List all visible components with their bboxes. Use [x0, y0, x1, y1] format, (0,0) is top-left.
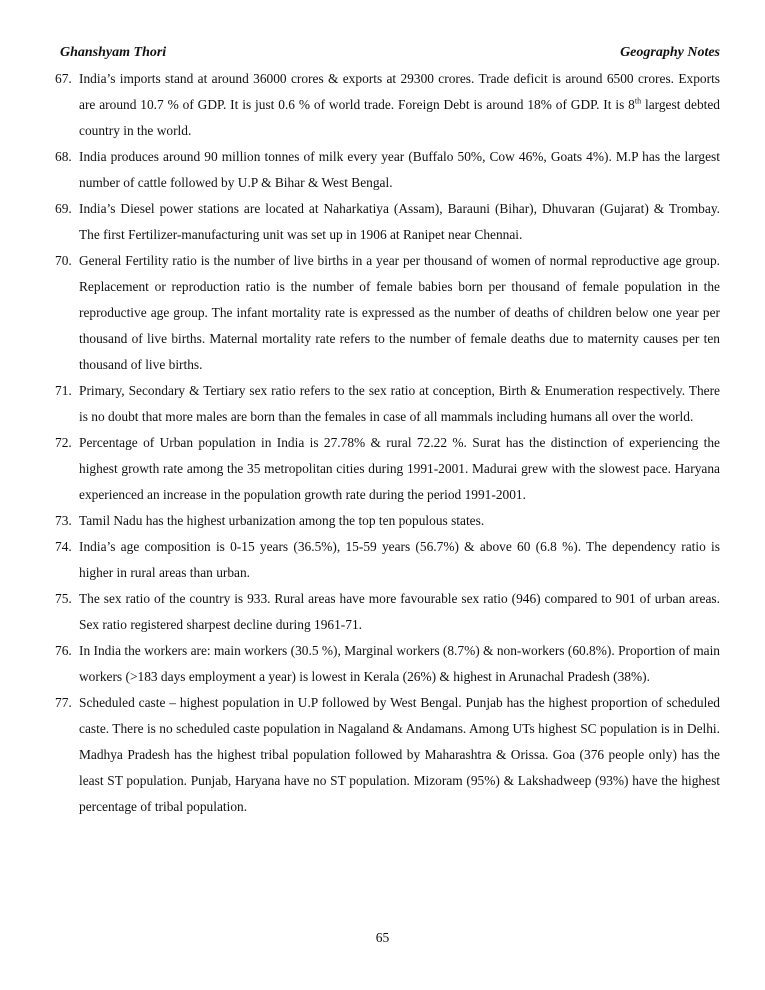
item-text: The sex ratio of the country is 933. Rural areas have more favourable sex ratio (946) compared to 901 of urban areas. Sex ratio registered sharpest decline during 1961-71. — [79, 591, 720, 632]
item-text: Tamil Nadu has the highest urbanization among the top ten populous states. — [79, 513, 485, 528]
header-subject: Geography Notes — [620, 45, 720, 60]
list-item — [55, 586, 720, 638]
item-number: 69. — [55, 201, 72, 216]
list-item — [55, 430, 720, 508]
item-number: 75. — [55, 591, 72, 606]
list-item — [55, 144, 720, 196]
item-number: 73. — [55, 513, 72, 528]
item-text: India produces around 90 million tonnes of milk every year (Buffalo 50%, Cow 46%, Goats 4%). M.P has the largest number of cattle followed by U.P & Bihar & West Bengal. — [79, 149, 720, 190]
item-text: Primary, Secondary & Tertiary sex ratio refers to the sex ratio at conception, Birth & Enumeration respectively. There is no doubt that more males are born than the females in case of all mammals including humans all over the world. — [79, 383, 720, 424]
item-text: General Fertility ratio is the number of live births in a year per thousand of women of normal reproductive age group. Replacement or reproduction ratio is the number of female babies born per thousand of female population in the reproductive age group. The infant mortality rate is expressed as the number of deaths of children below one year per thousand of live births. Maternal mortality rate refers to the number of female deaths due to maternity causes per ten thousand of live births. — [79, 253, 720, 372]
item-text: India’s Diesel power stations are located at Naharkatiya (Assam), Barauni (Bihar), Dhuvaran (Gujarat) & Trombay. The first Fertilizer-manufacturing unit was set up in 1906 at Ranipet near Chennai. — [79, 201, 720, 242]
list-item — [55, 690, 720, 820]
item-text: India’s age composition is 0-15 years (36.5%), 15-59 years (56.7%) & above 60 (6.8 %). The dependency ratio is higher in rural areas than urban. — [79, 539, 720, 580]
item-number: 76. — [55, 643, 72, 658]
item-number: 74. — [55, 539, 72, 554]
item-number: 68. — [55, 149, 72, 164]
notes-list — [55, 66, 720, 820]
list-item — [55, 508, 720, 534]
item-number: 71. — [55, 383, 72, 398]
item-text: In India the workers are: main workers (30.5 %), Marginal workers (8.7%) & non-workers (60.8%). Proportion of main workers (>183 days employment a year) is lowest in Kerala (26%) & highest in Arunachal Pradesh (38%). — [79, 643, 720, 684]
list-item — [55, 638, 720, 690]
list-item — [55, 196, 720, 248]
page-number: 65 — [375, 930, 390, 945]
item-text: Scheduled caste – highest population in U.P followed by West Bengal. Punjab has the highest proportion of scheduled caste. There is no scheduled caste population in Nagaland & Andamans. Among UTs highest SC population is in Delhi. Madhya Pradesh has the highest tribal population followed by Maharashtra & Orissa. Goa (376 people only) has the least ST population. Punjab, Haryana have no ST population. Mizoram (95%) & Lakshadweep (93%) have the highest percentage of tribal population. — [79, 695, 720, 814]
list-item — [55, 66, 720, 144]
item-number: 70. — [55, 253, 72, 268]
item-number: 72. — [55, 435, 72, 450]
list-item — [55, 534, 720, 586]
item-text: Percentage of Urban population in India is 27.78% & rural 72.22 %. Surat has the distinction of experiencing the highest growth rate among the 35 metropolitan cities during 1991-2001. Madurai grew with the slowest pace. Haryana experienced an increase in the population growth rate during the period 1991-2001. — [79, 435, 720, 502]
item-number: 67. — [55, 71, 72, 86]
header-author: Ghanshyam Thori — [60, 45, 167, 60]
list-item — [55, 248, 720, 378]
ordinal-suffix: th — [634, 96, 642, 106]
item-text: India’s imports stand at around 36000 crores & exports at 29300 crores. Trade deficit is around 6500 crores. Exports are around 10.7 % of GDP. It is just 0.6 % of world trade. Foreign Debt is around 18% of GDP. It is 8th largest debted country in the world. — [79, 71, 721, 138]
page-header — [60, 44, 720, 62]
item-number: 77. — [55, 695, 72, 710]
list-item — [55, 378, 720, 430]
